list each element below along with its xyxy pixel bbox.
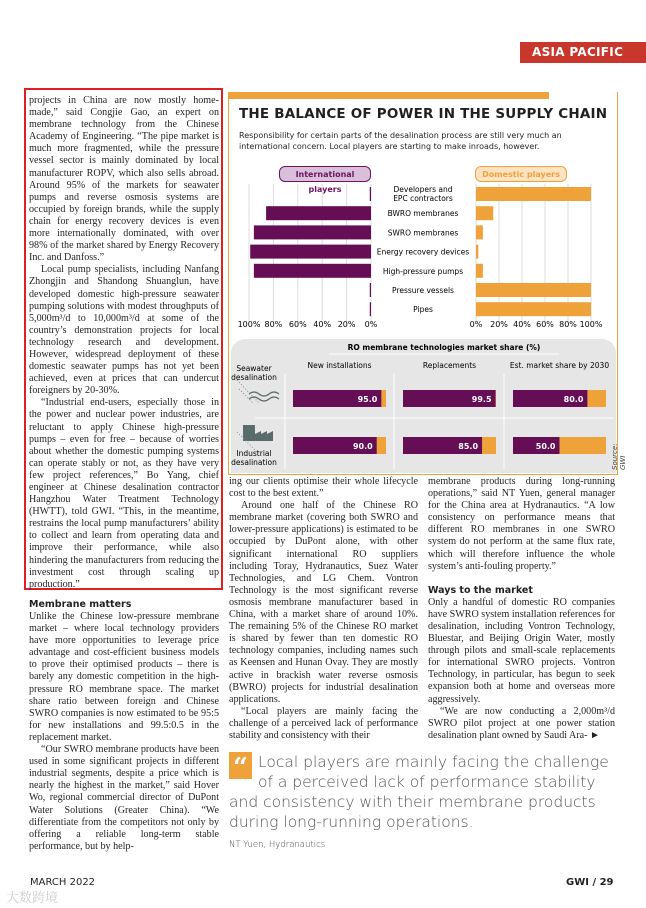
tick-label: 60% (536, 320, 554, 329)
bar-domestic (476, 302, 591, 316)
category-label: SWRO membranes (387, 228, 459, 238)
panel-title: RO membrane technologies market share (%) (347, 343, 541, 352)
pull-quote (229, 752, 619, 855)
tick-label: 100% (237, 320, 261, 329)
category-label: Pressure vessels (392, 286, 454, 295)
bar-international (266, 206, 371, 220)
value-label: 99.5 (471, 395, 492, 404)
bar-international (254, 225, 371, 239)
supply-chain-chart (229, 92, 619, 337)
bar-domestic (476, 245, 478, 259)
value-label: 85.0 (458, 442, 479, 451)
infographic-title: THE BALANCE OF POWER IN THE SUPPLY CHAIN (239, 106, 608, 122)
tick-label: 100% (579, 320, 603, 329)
legend-international: International players (279, 166, 371, 182)
bar-domestic (476, 187, 591, 201)
pull-quote-attribution: NT Yuen, Hydranautics (229, 840, 326, 850)
paragraph: “We are now conducting a 2,000m³/d SWRO pilot project at one power station desalination plant owned by Saudi Ara- ► (428, 705, 615, 741)
row-label: Industrial (236, 449, 272, 458)
value-label: 95.0 (357, 395, 378, 404)
paragraph: Unlike the Chinese low-pressure membrane market – where local technology providers have more opportunities to leverage price advantage and cost-efficient business models to prove their optimised products – there is barely any domestic competition in the high-pressure RO membrane space. The market share ratio between foreign and Chinese SWRO companies is now estimated to be 95:5 for new installations and 99.5:0.5 in the replacement market. (29, 611, 219, 743)
paragraph: projects in China are now mostly home-made,” said Congjie Gao, an expert on membrane technology from the Chinese Academy of Engineering. “The pipe market is much more fragmented, while the pressure vessel sector is mainly dominated by local manufacturer ROPV, which also sells abroad. Around 95% of the markets for seawater pumps and reverse osmosis systems are occupied by foreign brands, while the supply chain for energy recovery devices is even more internationally dominated, with over 98% of the market shared by Energy Recovery Inc. and Danfoss.” (29, 95, 219, 264)
bar-domestic (476, 225, 483, 239)
bar-domestic (476, 206, 493, 220)
row-label: desalination (231, 458, 277, 467)
bar-domestic (476, 283, 591, 297)
paragraph: ing our clients optimise their whole lifecycle cost to the best extent.” (229, 476, 418, 500)
bar-international (250, 245, 371, 259)
footer-date: MARCH 2022 (30, 877, 96, 888)
left-column-lower (29, 597, 219, 853)
tick-label: 80% (559, 320, 577, 329)
column-header: Est. market share by 2030 (509, 361, 610, 370)
category-label: Energy recovery devices (376, 247, 470, 257)
footer-page: GWI / 29 (566, 877, 614, 888)
section-heading: Ways to the market (428, 584, 533, 596)
paragraph: “Our SWRO membrane products have been used in some significant projects in different industrial segments, despite a price which is nearly the highest in the market,” said Hover Wo, regional commercial director of DuPont Water Solutions (Greater China). “We differentiate from the competitors not only by offering a reliable long-term stable performance, but by help- (29, 744, 219, 852)
category-label: BWRO membranes (387, 209, 459, 219)
row-label: desalination (231, 373, 277, 382)
section-tab: ASIA PACIFIC (520, 42, 646, 63)
value-label: 90.0 (352, 442, 373, 451)
watermark: 大数跨境 (6, 891, 59, 906)
legend-domestic: Domestic players (475, 166, 567, 182)
bar-international (370, 187, 371, 201)
tick-label: 80% (264, 320, 283, 329)
seawater-icon (237, 380, 279, 403)
category-label: EPC contractors (393, 194, 453, 203)
category-label: Pipes (413, 305, 433, 315)
paragraph: “Local players are mainly facing the challenge of a perceived lack of performance stability and consistency with their (229, 705, 418, 741)
paragraph: “Industrial end-users, especially those in the power and nuclear power industries, are reluctant to apply Chinese high-pressure pumps – even for free – because of worries about whether the domestic pumping systems can operate stably or not, as they have very few project references,” Bo Yang, chief engineer at Chinese desalination contractor Hangzhou Water Treatment Technology (HWTT), told GWI. “This, in the meantime, restrains the local pump manufacturers’ ability to collect and learn from operating data and improve their performance, while also hindering the manufacturers from reducing the investment cost through scaling up production.” (29, 397, 219, 590)
row-label: Seawater (236, 364, 272, 373)
bar-international (370, 302, 371, 316)
quote-mark-icon: “ (229, 752, 252, 779)
bar-domestic (476, 264, 483, 278)
seawater-icon-hatch (237, 380, 259, 403)
factory-icon-shape (243, 425, 273, 441)
middle-column (229, 476, 418, 742)
value-label: 50.0 (535, 442, 556, 451)
value-label: 80.0 (563, 395, 584, 404)
column-header: Replacements (422, 361, 477, 370)
tick-label: 0% (469, 320, 483, 329)
market-share-chart (229, 337, 619, 477)
category-label: Developers and (393, 185, 453, 194)
tick-label: 40% (513, 320, 531, 329)
infographic-subtitle: Responsibility for certain parts of the desalination process are still very much an international concern. Local players are starting to make inroads, however. (239, 131, 562, 151)
column-header: New installations (307, 361, 372, 370)
wave-icon (249, 392, 279, 401)
pull-quote-text: Local players are mainly facing the challenge of a perceived lack of performance stability and consistency with their membrane products during long-running operations. (229, 753, 609, 831)
tick-label: 0% (364, 320, 378, 329)
left-column (29, 95, 219, 591)
tick-label: 20% (337, 320, 356, 329)
factory-icon (237, 425, 273, 452)
bar-international (254, 264, 371, 278)
paragraph: membrane products during long-running operations,” said NT Yuen, general manager for the China area at Hydranautics. “A low consistency on performance means that different RO membranes in one SWRO system do not perform at the same flux rate, which will therefore influence the whole system’s anti-fouling property.” (428, 476, 615, 572)
category-label: High-pressure pumps (382, 266, 464, 276)
tick-label: 60% (288, 320, 307, 329)
infographic (228, 92, 618, 475)
paragraph: Around one half of the Chinese RO membrane market (covering both SWRO and lower-pressure applications) is estimated to be occupied by DuPont alone, with other significant international RO suppliers including Toray, Hydranautics, Suez Water Technologies, and LG Chem. Vontron Technology is the most significant reverse osmosis membrane manufacturer based in China, with a market share of around 10%. The remaining 5% of the Chinese RO market is shared by fewer than ten domestic RO technology companies, including names such as Keensen and Hunan Ovay. They are mostly active in brackish water reverse osmosis (BWRO) projects for industrial desalination applications. (229, 500, 418, 705)
tick-label: 40% (313, 320, 332, 329)
bar-international (370, 283, 371, 297)
section-heading: Membrane matters (29, 599, 132, 610)
paragraph: Local pump specialists, including Nanfang Zhongjin and Shandong Shuanglun, have developed domestic high-pressure seawater pumping solutions with modest throughputs of 5,000m³/d to 10,000m³/d at some of the country’s demonstration projects for local technology research and development. However, widespread deployment of these domestic seawater pumps has not yet been achieved, even at prices that can undercut foreigners by 20-30%. (29, 264, 219, 397)
right-column (428, 476, 615, 742)
source-note: Source: GWI (611, 443, 627, 470)
paragraph: Only a handful of domestic RO companies have SWRO system installation references for desalination, including Vontron Technology, Bluestar, and Beijing Origin Water, mostly through pilots and small-scale replacements for international SWRO projects. Vontron Technology, in particular, has begun to seek expansion both at home and overseas more aggressively. (428, 596, 615, 705)
tick-label: 20% (490, 320, 508, 329)
